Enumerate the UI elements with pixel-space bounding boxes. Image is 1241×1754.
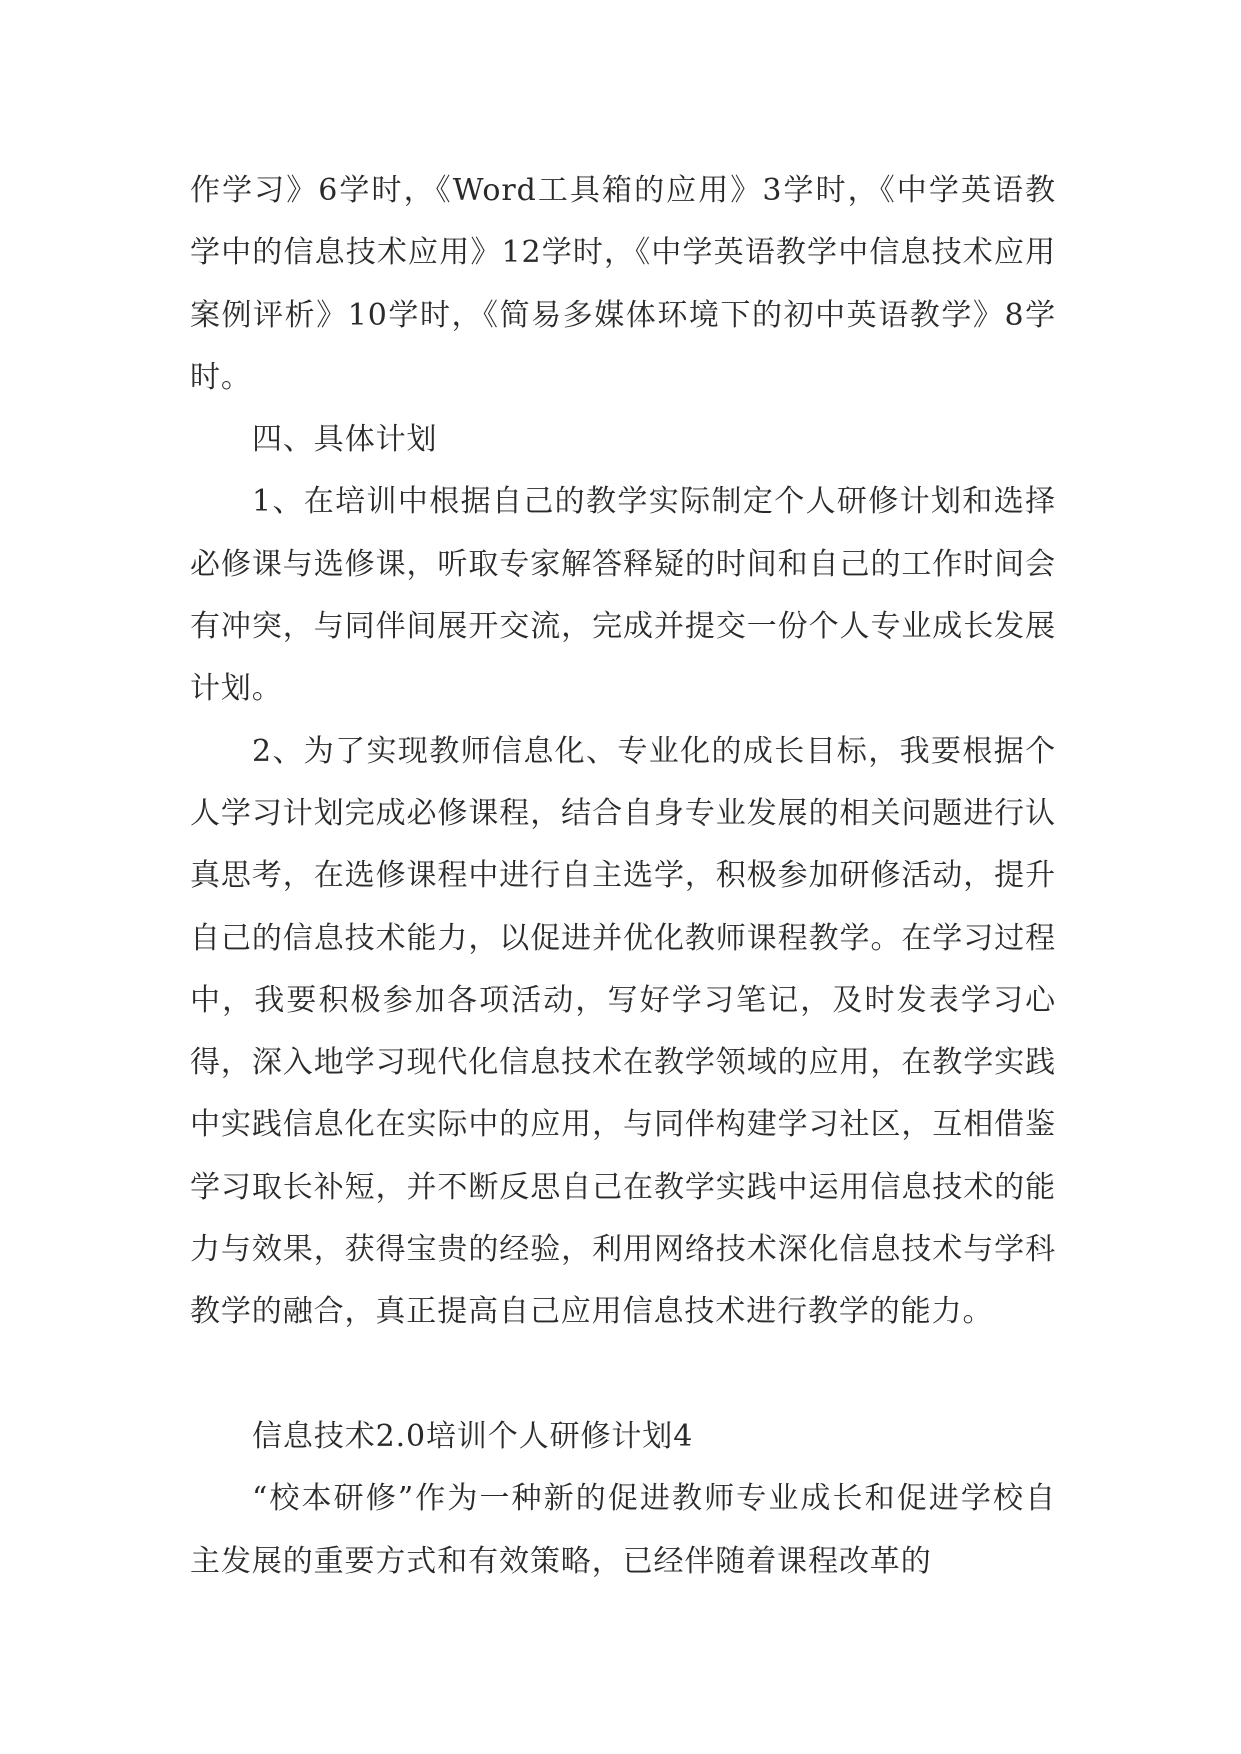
plan-item-1: 1、在培训中根据自己的教学实际制定个人研修计划和选择必修课与选修课，听取专家解答释疑的时间和自己的工作时间会有冲突，与同伴间展开交流，完成并提交一份个人专业成长发展计划。 [190,484,1056,707]
section-heading: 四、具体计划 [252,422,438,458]
document-body [190,160,1056,1593]
document-title-4: 信息技术2.0培训个人研修计划4 [252,1418,694,1454]
section-spacer [190,1344,1056,1406]
intro-paragraph-4: “校本研修”作为一种新的促进教师专业成长和促进学校自主发展的重要方式和有效策略，已经伴随着课程改革的 [190,1481,1056,1579]
continuation-paragraph: 作学习》6学时，《Word工具箱的应用》3学时，《中学英语教学中的信息技术应用》12学时，《中学英语教学中信息技术应用案例评析》10学时，《简易多媒体环境下的初中英语教学》8学时。 [190,173,1056,395]
plan-item-2: 2、为了实现教师信息化、专业化的成长目标，我要根据个人学习计划完成必修课程，结合自身专业发展的相关问题进行认真思考，在选修课程中进行自主选学，积极参加研修活动，提升自己的信息技术能力，以促进并优化教师课程教学。在学习过程中，我要积极参加各项活动，写好学习笔记，及时发表学习心得，深入地学习现代化信息技术在教学领域的应用，在教学实践中实践信息化在实际中的应用，与同伴构建学习社区，互相借鉴学习取长补短，并不断反思自己在教学实践中运用信息技术的能力与效果，获得宝贵的经验，利用网络技术深化信息技术与学科教学的融合，真正提高自己应用信息技术进行教学的能力。 [190,733,1056,1330]
